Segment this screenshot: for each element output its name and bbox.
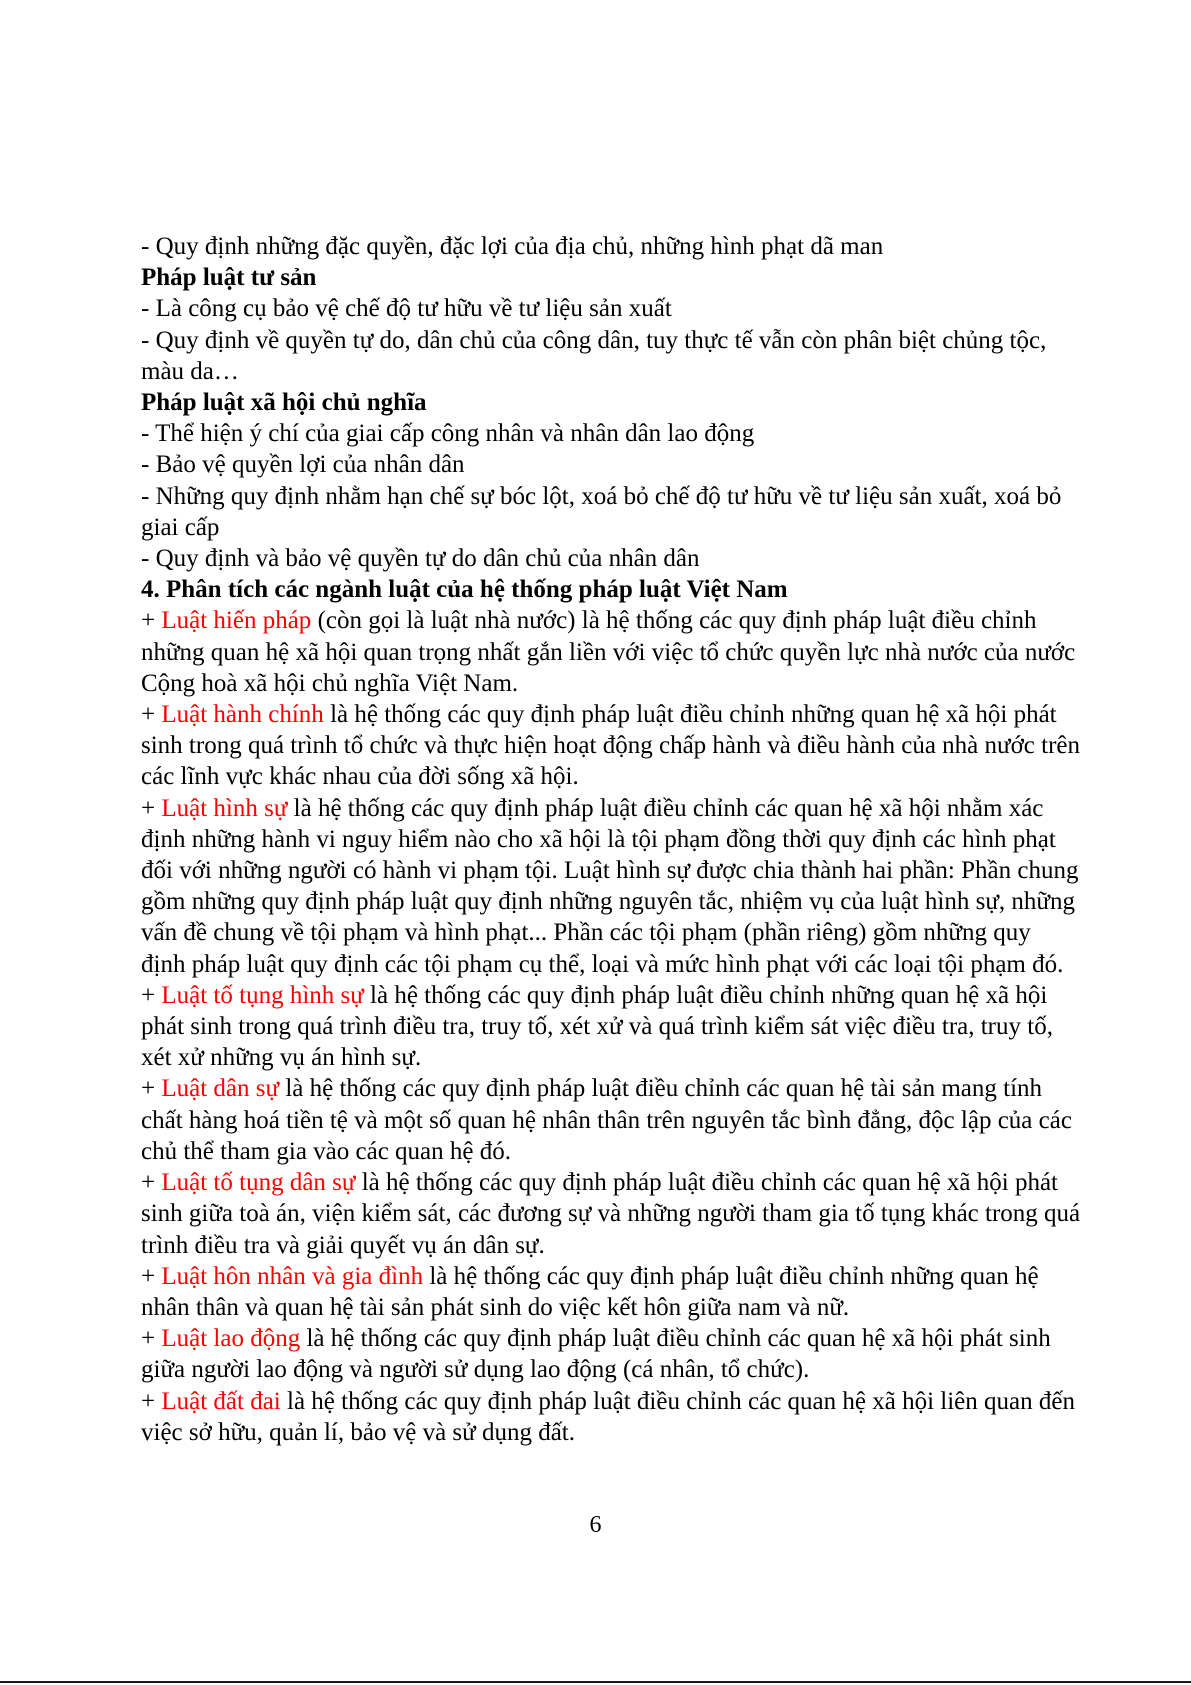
law-term: Luật tố tụng dân sự xyxy=(161,1169,356,1197)
document-body xyxy=(141,231,1081,1448)
law-item xyxy=(141,793,1081,980)
law-item xyxy=(141,605,1081,699)
section-heading: Pháp luật xã hội chủ nghĩa xyxy=(141,389,427,417)
footer-divider xyxy=(0,1681,1191,1683)
text-line: - Quy định và bảo vệ quyền tự do dân chủ của nhân dân xyxy=(141,545,700,573)
law-definition: là hệ thống các quy định pháp luật điều chỉnh các quan hệ xã hội phát sinh giữa người lao động và người sử dụng lao động (cá nhân, tổ chức). xyxy=(141,1325,1051,1384)
law-item xyxy=(141,1261,1081,1323)
section-heading: 4. Phân tích các ngành luật của hệ thống pháp luật Việt Nam xyxy=(141,576,788,604)
law-term: Luật tố tụng hình sự xyxy=(161,981,364,1009)
law-term: Luật hiến pháp xyxy=(161,607,312,635)
law-definition: là hệ thống các quy định pháp luật điều chỉnh các quan hệ xã hội phát sinh giữa toà án, viện kiểm sát, các đương sự và những người tham gia tố tụng khác trong quá trình điều tra và giải quyết vụ án dân sự. xyxy=(141,1169,1081,1259)
law-term: Luật đất đai xyxy=(161,1387,281,1415)
item-prefix: + xyxy=(141,701,162,729)
law-term: Luật hình sự xyxy=(161,794,288,822)
law-term: Luật hành chính xyxy=(161,701,324,729)
item-prefix: + xyxy=(141,1169,162,1197)
law-item xyxy=(141,699,1081,793)
law-term: Luật lao động xyxy=(161,1325,301,1353)
law-definition: là hệ thống các quy định pháp luật điều chỉnh những quan hệ xã hội phát sinh trong quá trình điều tra, truy tố, xét xử và quá trình kiểm sát việc điều tra, truy tố, xét xử những vụ án hình sự. xyxy=(141,981,1053,1072)
text-line: - Bảo vệ quyền lợi của nhân dân xyxy=(141,451,465,479)
section-heading: Pháp luật tư sản xyxy=(141,264,317,292)
item-prefix: + xyxy=(141,607,162,635)
law-definition: là hệ thống các quy định pháp luật điều chỉnh các quan hệ tài sản mang tính chất hàng hoá tiền tệ và một số quan hệ nhân thân trên nguyên tắc bình đẳng, độc lập của các chủ thể tham gia vào các quan hệ đó. xyxy=(141,1075,1072,1165)
item-prefix: + xyxy=(141,1075,162,1103)
text-line: - Quy định về quyền tự do, dân chủ của công dân, tuy thực tế vẫn còn phân biệt chủng tộc, màu da… xyxy=(141,326,1047,385)
law-definition: là hệ thống các quy định pháp luật điều chỉnh những quan hệ nhân thân và quan hệ tài sản phát sinh do việc kết hôn giữa nam và nữ. xyxy=(141,1262,1039,1321)
law-item xyxy=(141,980,1081,1074)
law-item xyxy=(141,1323,1081,1385)
text-line: - Những quy định nhằm hạn chế sự bóc lột, xoá bỏ chế độ tư hữu về tư liệu sản xuất, xoá bỏ giai cấp xyxy=(141,482,1062,541)
law-term: Luật dân sự xyxy=(161,1075,280,1103)
law-definition: là hệ thống các quy định pháp luật điều chỉnh những quan hệ xã hội phát sinh trong quá trình tổ chức và thực hiện hoạt động chấp hành và điều hành của nhà nước trên các lĩnh vực khác nhau của đời sống xã hội. xyxy=(141,701,1081,791)
page-number: 6 xyxy=(589,1512,602,1538)
law-term: Luật hôn nhân và gia đình xyxy=(161,1262,424,1290)
law-item xyxy=(141,1167,1081,1261)
text-line: - Là công cụ bảo vệ chế độ tư hữu về tư liệu sản xuất xyxy=(141,295,672,323)
law-definition: là hệ thống các quy định pháp luật điều chỉnh các quan hệ xã hội liên quan đến việc sở hữu, quản lí, bảo vệ và sử dụng đất. xyxy=(141,1387,1075,1446)
law-definition: (còn gọi là luật nhà nước) là hệ thống các quy định pháp luật điều chỉnh những quan hệ xã hội quan trọng nhất gắn liền với việc tổ chức quyền lực nhà nước của nước Cộng hoà xã hội chủ nghĩa Việt Nam. xyxy=(141,607,1076,697)
item-prefix: + xyxy=(141,981,162,1009)
item-prefix: + xyxy=(141,1325,162,1353)
text-line: - Thể hiện ý chí của giai cấp công nhân và nhân dân lao động xyxy=(141,420,755,448)
law-item xyxy=(141,1386,1081,1448)
text-line: - Quy định những đặc quyền, đặc lợi của địa chủ, những hình phạt dã man xyxy=(141,233,884,260)
item-prefix: + xyxy=(141,794,162,822)
law-definition: là hệ thống các quy định pháp luật điều chỉnh các quan hệ xã hội nhằm xác định những hành vi nguy hiểm nào cho xã hội là tội phạm đồng thời quy định các hình phạt đối với những người có hành vi phạm tội. Luật hình sự được chia thành hai phần: Phần chung gồm những quy định pháp luật quy định những nguyên tắc, nhiệm vụ của luật hình sự, những vấn đề chung về tội phạm và hình phạt... Phần các tội phạm (phần riêng) gồm những quy định pháp luật quy định các tội phạm cụ thể, loại và mức hình phạt với các loại tội phạm đó. xyxy=(141,794,1079,978)
item-prefix: + xyxy=(141,1262,162,1290)
law-item xyxy=(141,1073,1081,1167)
item-prefix: + xyxy=(141,1387,162,1415)
